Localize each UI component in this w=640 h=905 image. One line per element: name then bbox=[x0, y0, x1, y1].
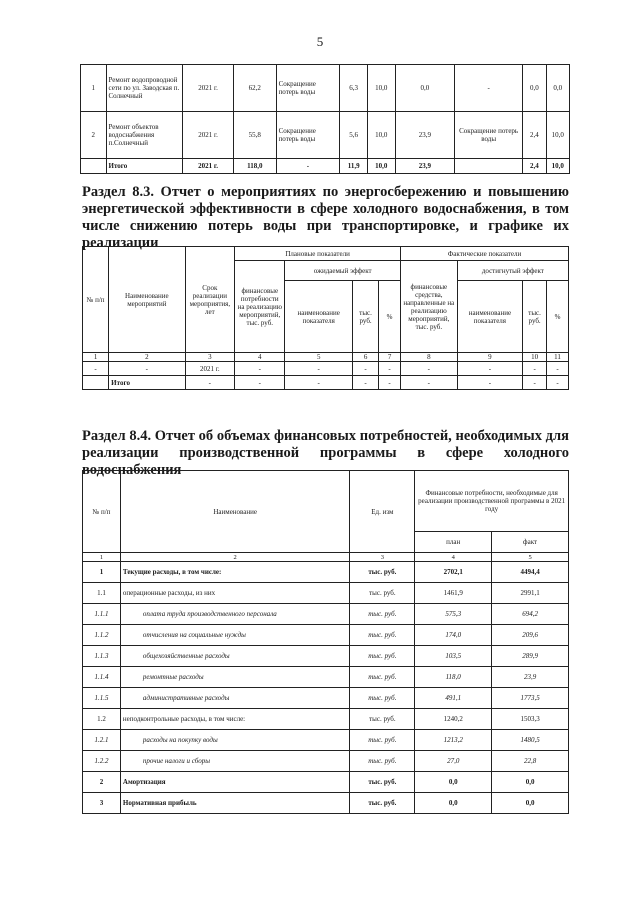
expected-effect-header: ожидаемый эффект bbox=[285, 261, 401, 281]
row-num: 1.1.2 bbox=[83, 625, 121, 646]
total-v4 bbox=[455, 159, 523, 174]
planned-header: Плановые показатели bbox=[235, 247, 401, 261]
expense-name: расходы на покупку воды bbox=[120, 730, 350, 751]
unit-cell: тыс. руб. bbox=[350, 772, 415, 793]
energy-saving-table bbox=[82, 246, 569, 390]
column-number: 11 bbox=[547, 353, 569, 362]
table-row bbox=[83, 604, 569, 625]
data-cell: - bbox=[457, 362, 522, 376]
value-cell: 0,0 bbox=[523, 65, 546, 112]
table-row bbox=[83, 667, 569, 688]
fact-value: 2991,1 bbox=[492, 583, 569, 604]
value-cell: 23,9 bbox=[395, 112, 455, 159]
value-cell: 5,6 bbox=[340, 112, 368, 159]
table-row bbox=[81, 65, 570, 112]
expense-name: административные расходы bbox=[120, 688, 350, 709]
year-cell: 2021 г. bbox=[183, 65, 234, 112]
unit-cell: тыс. руб. bbox=[350, 583, 415, 604]
measure-name: Ремонт водопроводной сети по ул. Заводская п. Солнечный bbox=[106, 65, 183, 112]
total-v5: 2,4 bbox=[523, 159, 546, 174]
data-cell: 2021 г. bbox=[185, 362, 235, 376]
plan-value: 0,0 bbox=[415, 793, 492, 814]
total-value: - bbox=[285, 376, 353, 390]
table-row bbox=[83, 751, 569, 772]
col-num-header: № п/п bbox=[83, 471, 121, 553]
measures-table-continuation bbox=[80, 64, 570, 174]
plan-value: 1240,2 bbox=[415, 709, 492, 730]
total-v2: 10,0 bbox=[367, 159, 395, 174]
column-number: 3 bbox=[350, 553, 415, 562]
cost-cell: 55,8 bbox=[234, 112, 277, 159]
row-num: 1.1.3 bbox=[83, 646, 121, 667]
fact-value: 289,9 bbox=[492, 646, 569, 667]
data-cell: - bbox=[83, 362, 109, 376]
table-row bbox=[83, 562, 569, 583]
row-num: 1 bbox=[83, 562, 121, 583]
total-value: - bbox=[457, 376, 522, 390]
expense-name: неподконтрольные расходы, в том числе: bbox=[120, 709, 350, 730]
expense-name: Амортизация bbox=[120, 772, 350, 793]
column-number: 2 bbox=[109, 353, 185, 362]
unit-cell: тыс. руб. bbox=[350, 646, 415, 667]
value-cell: 2,4 bbox=[523, 112, 546, 159]
value-cell: 0,0 bbox=[546, 65, 569, 112]
fact-value: 23,9 bbox=[492, 667, 569, 688]
total-value: - bbox=[185, 376, 235, 390]
effect-cell: Сокращение потерь воды bbox=[276, 112, 340, 159]
fact-value: 209,6 bbox=[492, 625, 569, 646]
unit-cell: тыс. руб. bbox=[350, 730, 415, 751]
plan-value: 27,0 bbox=[415, 751, 492, 772]
row-num: 1.2 bbox=[83, 709, 121, 730]
fact-value: 22,8 bbox=[492, 751, 569, 772]
blank-cell bbox=[83, 376, 109, 390]
unit-cell: тыс. руб. bbox=[350, 604, 415, 625]
column-number: 9 bbox=[457, 353, 522, 362]
data-cell: - bbox=[285, 362, 353, 376]
table-row bbox=[83, 688, 569, 709]
total-cost: 118,0 bbox=[234, 159, 277, 174]
plan-value: 2702,1 bbox=[415, 562, 492, 583]
section-8-4-title: Раздел 8.4. Отчет об объемах финансовых потребностей, необходимых для реализации производственной программы в сфере холодного водоснабжения bbox=[82, 428, 569, 478]
total-value: - bbox=[379, 376, 401, 390]
actual-header: Фактические показатели bbox=[400, 247, 568, 261]
unit-cell: тыс. руб. bbox=[350, 667, 415, 688]
expense-name: общехозяйственные расходы bbox=[120, 646, 350, 667]
year-cell: 2021 г. bbox=[183, 112, 234, 159]
plan-value: 1461,9 bbox=[415, 583, 492, 604]
column-number: 1 bbox=[83, 353, 109, 362]
total-effect: - bbox=[276, 159, 340, 174]
unit-cell: тыс. руб. bbox=[350, 793, 415, 814]
plan-value: 118,0 bbox=[415, 667, 492, 688]
blank-cell bbox=[81, 159, 107, 174]
column-number: 3 bbox=[185, 353, 235, 362]
expense-name: прочие налоги и сборы bbox=[120, 751, 350, 772]
row-num: 1.1 bbox=[83, 583, 121, 604]
fact-value: 1503,3 bbox=[492, 709, 569, 730]
value-cell: Сокращение потерь воды bbox=[455, 112, 523, 159]
column-number: 1 bbox=[83, 553, 121, 562]
row-num: 1.2.2 bbox=[83, 751, 121, 772]
unit-cell: тыс. руб. bbox=[350, 625, 415, 646]
row-num: 1.1.1 bbox=[83, 604, 121, 625]
table-row bbox=[81, 112, 570, 159]
column-number: 2 bbox=[120, 553, 350, 562]
expense-name: Нормативная прибыль bbox=[120, 793, 350, 814]
total-row bbox=[81, 159, 570, 174]
fact-value: 0,0 bbox=[492, 793, 569, 814]
fact-fin-header: финансовые средства, направленные на реализацию мероприятий, тыс. руб. bbox=[400, 261, 457, 353]
thous-header-2: тыс. руб. bbox=[523, 281, 547, 353]
column-number: 8 bbox=[400, 353, 457, 362]
indicator-name-header: наименование показателя bbox=[285, 281, 353, 353]
cost-cell: 62,2 bbox=[234, 65, 277, 112]
effect-cell: Сокращение потерь воды bbox=[276, 65, 340, 112]
value-cell: 10,0 bbox=[546, 112, 569, 159]
col-name-header: Наименование bbox=[120, 471, 350, 553]
fact-value: 0,0 bbox=[492, 772, 569, 793]
plan-value: 0,0 bbox=[415, 772, 492, 793]
pct-header: % bbox=[379, 281, 401, 353]
expense-name: оплата труда производственного персонала bbox=[120, 604, 350, 625]
col-unit-header: Ед. изм bbox=[350, 471, 415, 553]
plan-fin-header: финансовые потребности на реализацию мероприятий, тыс. руб. bbox=[235, 261, 285, 353]
total-value: - bbox=[400, 376, 457, 390]
data-cell: - bbox=[109, 362, 185, 376]
indicator-name-header-2: наименование показателя bbox=[457, 281, 522, 353]
fact-header: факт bbox=[492, 532, 569, 553]
plan-value: 103,5 bbox=[415, 646, 492, 667]
total-year: 2021 г. bbox=[183, 159, 234, 174]
column-number: 6 bbox=[353, 353, 379, 362]
expense-name: Текущие расходы, в том числе: bbox=[120, 562, 350, 583]
section-8-3-title: Раздел 8.3. Отчет о мероприятиях по энергосбережению и повышению энергетической эффективности в сфере холодного водоснабжения, в том числе снижению потерь воды при транспортировке, и графике их реализации bbox=[82, 184, 569, 251]
total-value: - bbox=[547, 376, 569, 390]
unit-cell: тыс. руб. bbox=[350, 688, 415, 709]
total-value: - bbox=[523, 376, 547, 390]
row-num: 1.1.5 bbox=[83, 688, 121, 709]
row-num: 2 bbox=[83, 772, 121, 793]
fact-value: 1773,5 bbox=[492, 688, 569, 709]
table-row bbox=[83, 793, 569, 814]
total-v3: 23,9 bbox=[395, 159, 455, 174]
plan-value: 1213,2 bbox=[415, 730, 492, 751]
expense-name: операционные расходы, из них bbox=[120, 583, 350, 604]
fact-value: 694,2 bbox=[492, 604, 569, 625]
plan-header: план bbox=[415, 532, 492, 553]
row-num: 1.2.1 bbox=[83, 730, 121, 751]
data-cell: - bbox=[235, 362, 285, 376]
pct-header-2: % bbox=[547, 281, 569, 353]
total-value: - bbox=[235, 376, 285, 390]
plan-value: 575,3 bbox=[415, 604, 492, 625]
unit-cell: тыс. руб. bbox=[350, 751, 415, 772]
measure-name: Ремонт объектов водоснабжения п.Солнечный bbox=[106, 112, 183, 159]
fact-value: 1480,5 bbox=[492, 730, 569, 751]
total-label: Итого bbox=[106, 159, 183, 174]
data-cell: - bbox=[547, 362, 569, 376]
value-cell: 10,0 bbox=[367, 65, 395, 112]
total-v6: 10,0 bbox=[546, 159, 569, 174]
value-cell: 0,0 bbox=[395, 65, 455, 112]
fact-value: 4494,4 bbox=[492, 562, 569, 583]
row-num: 1 bbox=[81, 65, 107, 112]
expense-name: отчисления на социальные нужды bbox=[120, 625, 350, 646]
table-row bbox=[83, 583, 569, 604]
column-number: 10 bbox=[523, 353, 547, 362]
expense-name: ремонтные расходы bbox=[120, 667, 350, 688]
data-cell: - bbox=[523, 362, 547, 376]
column-number: 4 bbox=[415, 553, 492, 562]
achieved-effect-header: достигнутый эффект bbox=[457, 261, 568, 281]
page-number: 5 bbox=[316, 34, 324, 49]
unit-cell: тыс. руб. bbox=[350, 709, 415, 730]
value-cell: - bbox=[455, 65, 523, 112]
total-value: - bbox=[353, 376, 379, 390]
table-row bbox=[83, 730, 569, 751]
row-num: 2 bbox=[81, 112, 107, 159]
thous-header: тыс. руб. bbox=[353, 281, 379, 353]
fin-needs-header: Финансовые потребности, необходимые для реализации производственной программы в 2021 году bbox=[415, 471, 569, 532]
total-v1: 11,9 bbox=[340, 159, 368, 174]
row-num: 1.1.4 bbox=[83, 667, 121, 688]
col-term-header: Срок реализации мероприятия, лет bbox=[185, 247, 235, 353]
plan-value: 491,1 bbox=[415, 688, 492, 709]
value-cell: 10,0 bbox=[367, 112, 395, 159]
data-cell: - bbox=[400, 362, 457, 376]
total-label: Итого bbox=[109, 376, 185, 390]
data-cell: - bbox=[353, 362, 379, 376]
data-cell: - bbox=[379, 362, 401, 376]
plan-value: 174,0 bbox=[415, 625, 492, 646]
table-row bbox=[83, 709, 569, 730]
unit-cell: тыс. руб. bbox=[350, 562, 415, 583]
column-number: 4 bbox=[235, 353, 285, 362]
column-numbers-row bbox=[83, 553, 569, 562]
column-number: 5 bbox=[492, 553, 569, 562]
table-row bbox=[83, 625, 569, 646]
col-num-header: № п/п bbox=[83, 247, 109, 353]
financial-needs-table bbox=[82, 470, 569, 814]
table-row bbox=[83, 772, 569, 793]
value-cell: 6,3 bbox=[340, 65, 368, 112]
table-row bbox=[83, 646, 569, 667]
column-number: 7 bbox=[379, 353, 401, 362]
column-number: 5 bbox=[285, 353, 353, 362]
row-num: 3 bbox=[83, 793, 121, 814]
col-name-header: Наименование мероприятий bbox=[109, 247, 185, 353]
